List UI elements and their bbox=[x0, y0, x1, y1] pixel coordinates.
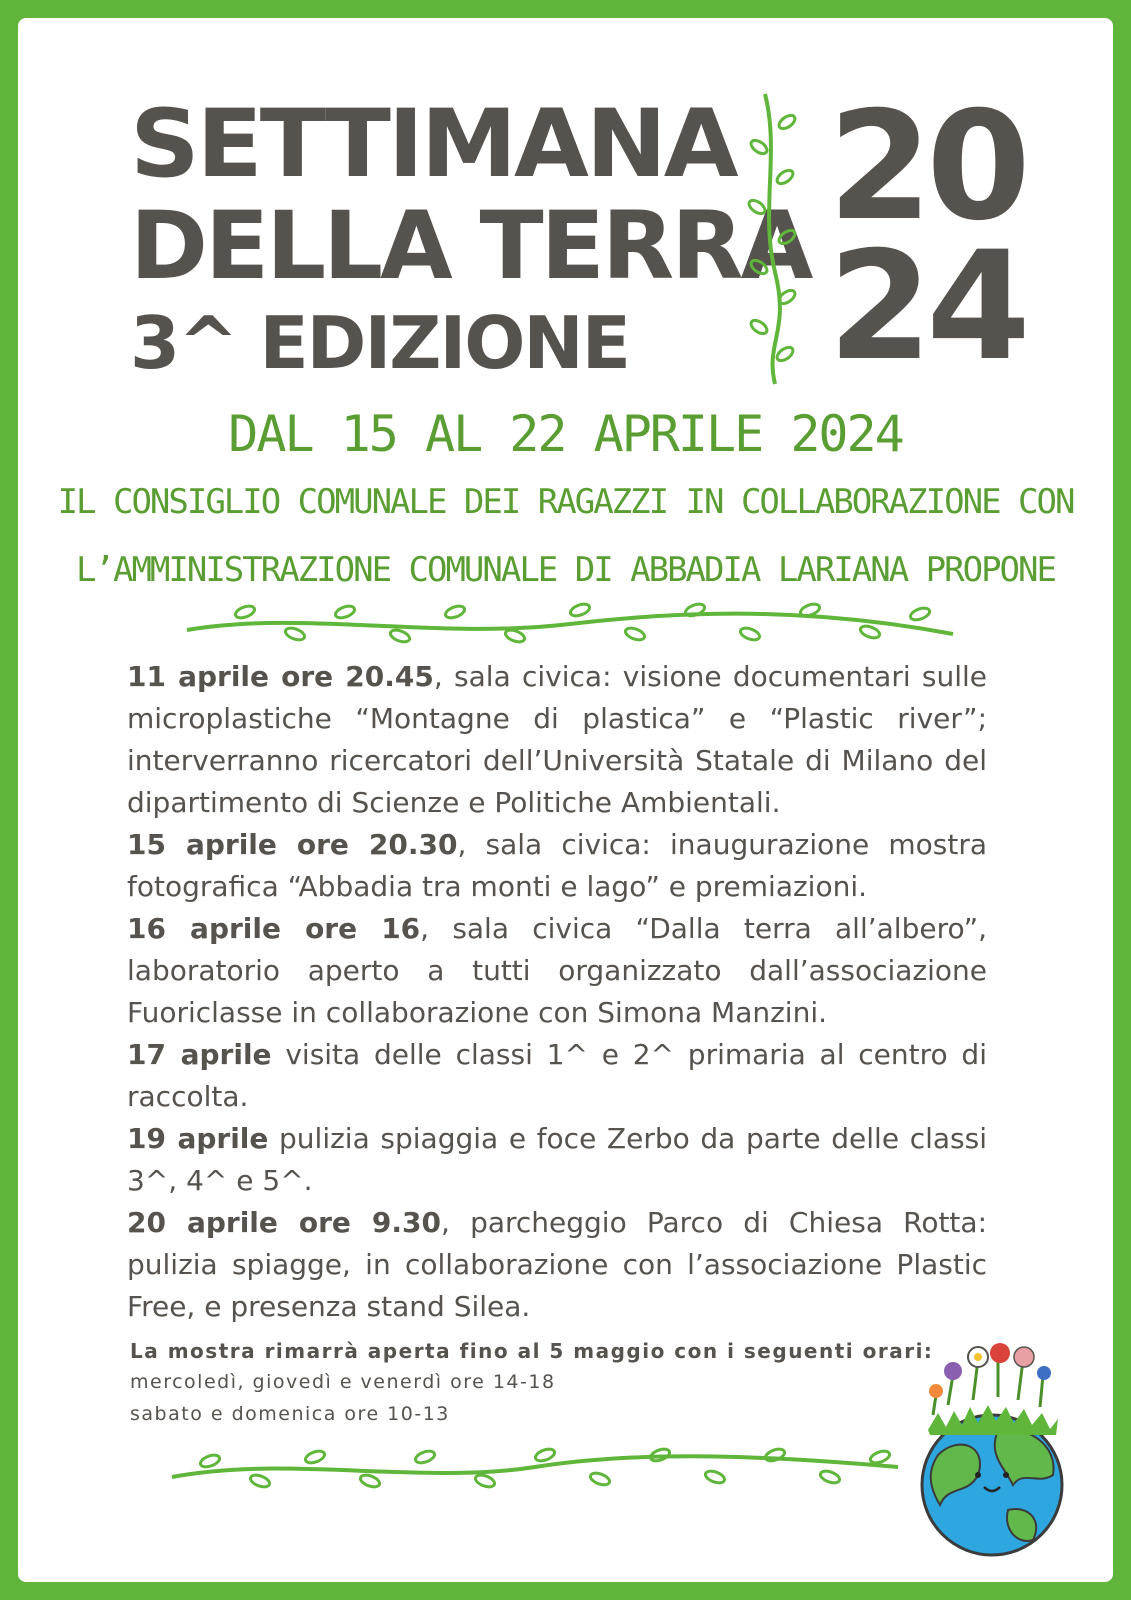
event-date: 19 aprile bbox=[127, 1122, 269, 1155]
event-date: 11 aprile ore 20.45 bbox=[127, 660, 434, 693]
vine-horizontal-icon bbox=[185, 600, 955, 648]
event-item bbox=[127, 1118, 987, 1202]
hours-weekdays: mercoledì, giovedì e venerdì ore 14-18 bbox=[130, 1371, 556, 1393]
event-date: 16 aprile ore 16 bbox=[127, 912, 421, 945]
edition-label: 3^ EDIZIONE bbox=[130, 301, 629, 385]
event-item bbox=[127, 656, 987, 824]
event-text: , sala civica “Dalla terra all’albero”, laboratorio aperto a tutti organizzato dall’associazione Fuoriclasse in collaborazione con Simona Manzini. bbox=[127, 912, 987, 1029]
event-text: , sala civica: inaugurazione mostra fotografica “Abbadia tra monti e lago” e premiazioni. bbox=[127, 828, 987, 903]
earth-flowers-icon bbox=[918, 1335, 1068, 1565]
event-date: 20 aprile ore 9.30 bbox=[127, 1206, 442, 1239]
hours-weekend: sabato e domenica ore 10-13 bbox=[130, 1403, 450, 1425]
exhibition-hours bbox=[130, 1336, 933, 1430]
event-item bbox=[127, 1034, 987, 1118]
event-dates: DAL 15 AL 22 APRILE 2024 bbox=[228, 405, 903, 463]
vine-vertical-icon bbox=[745, 92, 815, 387]
intro-line-2: L’AMMINISTRAZIONE COMUNALE DI ABBADIA LARIANA PROPONE bbox=[76, 550, 1055, 590]
vine-horizontal-icon bbox=[170, 1445, 900, 1493]
event-text: , parcheggio Parco di Chiesa Rotta: pulizia spiagge, in collaborazione con l’associazione Plastic Free, e presenza stand Silea. bbox=[127, 1206, 987, 1323]
event-date: 15 aprile ore 20.30 bbox=[127, 828, 458, 861]
title-line-2: DELLA TERRA bbox=[130, 192, 811, 301]
event-text: visita delle classi 1^ e 2^ primaria al centro di raccolta. bbox=[127, 1038, 987, 1113]
intro-line-1: IL CONSIGLIO COMUNALE DEI RAGAZZI IN COLLABORAZIONE CON bbox=[57, 482, 1074, 522]
title-line-1: SETTIMANA bbox=[130, 90, 736, 199]
exhibition-note: La mostra rimarrà aperta fino al 5 maggio con i seguenti orari: bbox=[130, 1339, 934, 1363]
event-date: 17 aprile bbox=[127, 1038, 272, 1071]
year-bottom: 24 bbox=[828, 220, 1025, 394]
events-list bbox=[127, 656, 987, 1328]
event-text: pulizia spiaggia e foce Zerbo da parte delle classi 3^, 4^ e 5^. bbox=[127, 1122, 987, 1197]
year-top: 20 bbox=[828, 80, 1025, 254]
event-text: , sala civica: visione documentari sulle microplastiche “Montagne di plastica” e “Plastic river”; interverranno ricercatori dell’Università Statale di Milano del dipartimento di Scienze e Politiche Ambientali. bbox=[127, 660, 987, 819]
event-item bbox=[127, 824, 987, 908]
event-item bbox=[127, 908, 987, 1034]
event-item bbox=[127, 1202, 987, 1328]
